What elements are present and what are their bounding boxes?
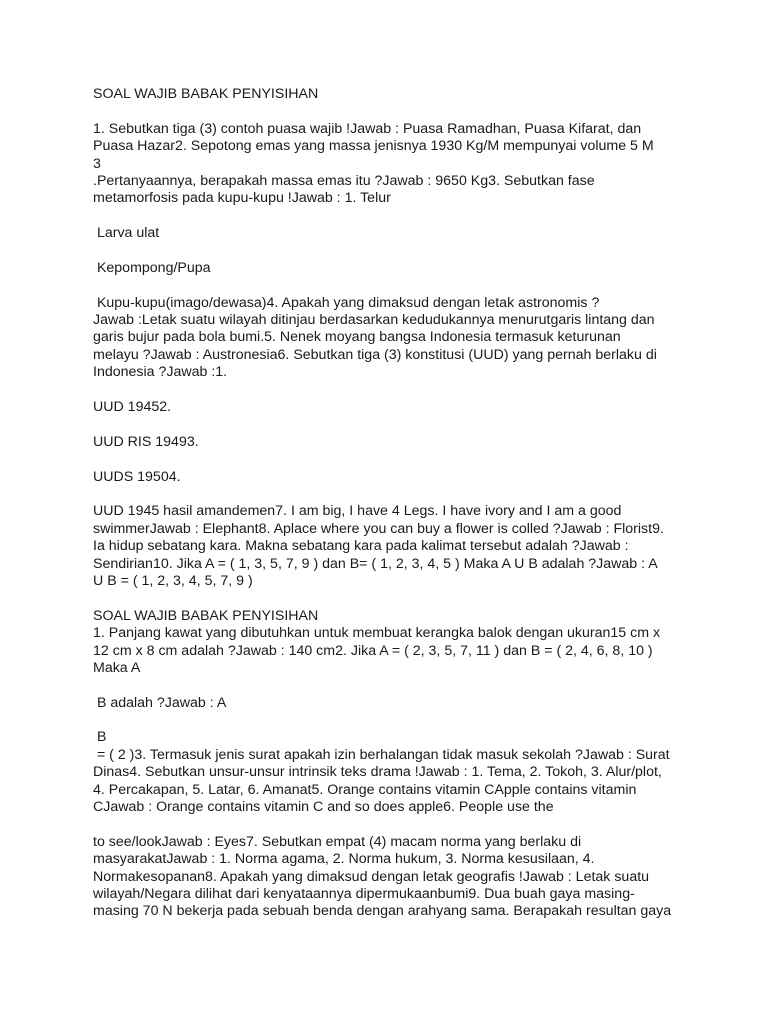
- text-line: Kupu-kupu(imago/dewasa)4. Apakah yang dimaksud dengan letak astronomis ?: [93, 294, 600, 311]
- blank-line: [93, 208, 683, 225]
- text-line: Normakesopanan8. Apakah yang dimaksud dengan letak geografis !Jawab : Letak suatu: [93, 868, 650, 885]
- text-line: swimmerJawab : Elephant8. Aplace where you can buy a flower is colled ?Jawab : Florist9.: [93, 520, 664, 537]
- text-line: U B = ( 1, 2, 3, 4, 5, 7, 9 ): [93, 572, 253, 589]
- text-line: masing 70 N bekerja pada sebuah benda dengan arahyang sama. Berapakah resultan gaya: [93, 903, 672, 920]
- blank-line: [93, 451, 683, 468]
- text-line: garis bujur pada bola bumi.5. Nenek moyang bangsa Indonesia termasuk keturunan: [93, 329, 621, 346]
- text-line: UUD 19452.: [93, 399, 172, 416]
- text-line: 12 cm x 8 cm adalah ?Jawab : 140 cm2. Jika A = ( 2, 3, 5, 7, 11 ) dan B = ( 2, 4, 6, 8, 10 ): [93, 642, 653, 659]
- text-line: UUDS 19504.: [93, 468, 181, 485]
- document-body: [93, 86, 683, 921]
- text-line: masyarakatJawab : 1. Norma agama, 2. Norma hukum, 3. Norma kesusilaan, 4.: [93, 851, 595, 868]
- text-line: 1. Panjang kawat yang dibutuhkan untuk membuat kerangka balok dengan ukuran15 cm x: [93, 625, 661, 642]
- text-line: .Pertanyaannya, berapakah massa emas itu ?Jawab : 9650 Kg3. Sebutkan fase: [93, 172, 595, 189]
- text-line: Kepompong/Pupa: [93, 259, 211, 276]
- text-line: B adalah ?Jawab : A: [93, 694, 227, 711]
- blank-line: [93, 382, 683, 399]
- text-line: UUD RIS 19493.: [93, 433, 199, 450]
- text-line: SOAL WAJIB BABAK PENYISIHAN: [93, 86, 319, 102]
- blank-line: [93, 677, 683, 694]
- blank-line: [93, 590, 683, 607]
- text-line: Sendirian10. Jika A = ( 1, 3, 5, 7, 9 ) dan B= ( 1, 2, 3, 4, 5 ) Maka A U B adalah ?Jawab : A: [93, 555, 658, 572]
- text-line: 1. Sebutkan tiga (3) contoh puasa wajib !Jawab : Puasa Ramadhan, Puasa Kifarat, dan: [93, 120, 642, 137]
- blank-line: [93, 416, 683, 433]
- text-line: SOAL WAJIB BABAK PENYISIHAN: [93, 607, 319, 624]
- text-line: UUD 1945 hasil amandemen7. I am big, I have 4 Legs. I have ivory and I am a good: [93, 503, 622, 520]
- text-line: to see/lookJawab : Eyes7. Sebutkan empat (4) macam norma yang berlaku di: [93, 833, 582, 850]
- blank-line: [93, 103, 683, 120]
- text-line: wilayah/Negara dilihat dari kenyataannya dipermukaanbumi9. Dua buah gaya masing-: [93, 885, 635, 902]
- text-line: Larva ulat: [93, 225, 160, 242]
- text-line: B: [93, 729, 107, 746]
- text-line: 4. Percakapan, 5. Latar, 6. Amanat5. Orange contains vitamin CApple contains vitamin: [93, 781, 637, 798]
- text-line: metamorfosis pada kupu-kupu !Jawab : 1. Telur: [93, 190, 391, 207]
- blank-line: [93, 277, 683, 294]
- text-line: Dinas4. Sebutkan unsur-unsur intrinsik teks drama !Jawab : 1. Tema, 2. Tokoh, 3. Alur/plot,: [93, 764, 662, 781]
- blank-line: [93, 243, 683, 260]
- blank-line: [93, 486, 683, 503]
- text-line: melayu ?Jawab : Austronesia6. Sebutkan tiga (3) konstitusi (UUD) yang pernah berlaku di: [93, 346, 657, 363]
- blank-line: [93, 712, 683, 729]
- text-line: = ( 2 )3. Termasuk jenis surat apakah izin berhalangan tidak masuk sekolah ?Jawab : Surat: [93, 746, 670, 763]
- text-line: Puasa Hazar2. Sepotong emas yang massa jenisnya 1930 Kg/M mempunyai volume 5 M: [93, 138, 654, 155]
- text-line: Jawab :Letak suatu wilayah ditinjau berdasarkan kedudukannya menurutgaris lintang dan: [93, 312, 655, 329]
- blank-line: [93, 816, 683, 833]
- text-line: CJawab : Orange contains vitamin C and so does apple6. People use the: [93, 799, 554, 816]
- text-line: Ia hidup sebatang kara. Makna sebatang kara pada kalimat tersebut adalah ?Jawab :: [93, 538, 629, 555]
- text-line: Indonesia ?Jawab :1.: [93, 364, 228, 381]
- text-line: 3: [93, 155, 101, 172]
- text-line: Maka A: [93, 659, 141, 676]
